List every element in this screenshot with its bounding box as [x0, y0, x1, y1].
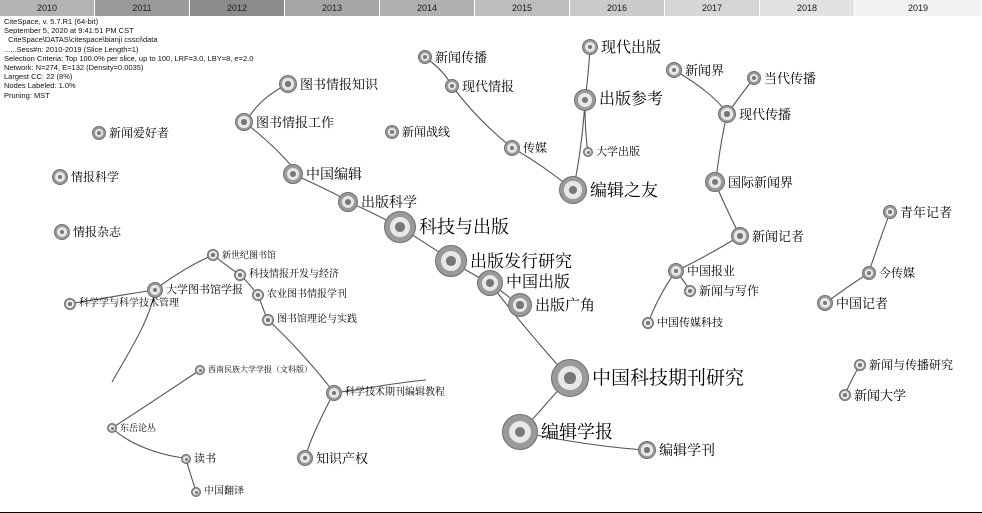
network-node-core [712, 179, 718, 185]
network-node-label: 新闻大学 [854, 387, 907, 403]
info-line-7: Nodes Labeled: 1.0% [4, 81, 76, 91]
network-node-label: 知识产权 [316, 450, 369, 466]
network-node-label: 中国出版 [506, 274, 571, 291]
network-node-label: 大学出版 [596, 145, 640, 158]
network-node-label: 农业图书情报学刊 [267, 289, 347, 300]
network-node-label: 图书情报知识 [300, 76, 379, 92]
timeline-cell-2012: 2012 [190, 0, 285, 16]
network-node-core [345, 199, 351, 205]
timeline-cell-2018: 2018 [760, 0, 855, 16]
network-node-core [395, 222, 405, 232]
network-node-core [737, 233, 742, 238]
timeline-cell-2014: 2014 [380, 0, 475, 16]
network-node-label: 西南民族大学学报（文科版） [208, 365, 312, 374]
network-node-core [688, 289, 692, 293]
network-node-core [241, 119, 246, 124]
info-line-6: Largest CC: 22 (8%) [4, 72, 73, 82]
network-node-core [644, 447, 649, 452]
timeline-cell-2011: 2011 [95, 0, 190, 16]
timeline-cell-2019: 2019 [855, 0, 982, 16]
network-node-label: 青年记者 [900, 204, 953, 220]
network-node-label: 中国报业 [687, 264, 736, 278]
network-node-label: 新闻爱好者 [109, 126, 170, 140]
network-node-core [516, 301, 523, 308]
network-node-label: 出版发行研究 [470, 251, 572, 271]
network-node-label: 中国编辑 [306, 166, 362, 182]
network-node-core [446, 256, 456, 266]
network-node-core [111, 427, 114, 430]
network-node-label: 科技情报开发与经济 [249, 269, 339, 280]
network-node-core [564, 372, 575, 383]
network-node-core [238, 273, 242, 277]
network-node-core [185, 458, 188, 461]
network-node-label: 科技与出版 [419, 217, 509, 237]
network-node-core [858, 363, 862, 367]
timeline-cell-2016: 2016 [570, 0, 665, 16]
network-node-label: 中国科技期刊研究 [592, 367, 745, 389]
network-node-core [486, 279, 494, 287]
network-node-label: 新闻与写作 [699, 284, 760, 298]
network-node-label: 中国传媒科技 [657, 316, 723, 329]
network-node-label: 现代出版 [601, 38, 662, 56]
network-node-label: 大学图书馆学报 [166, 283, 243, 296]
info-line-8: Pruning: MST [4, 90, 50, 100]
timeline-cell-2015: 2015 [475, 0, 570, 16]
info-line-0: CiteSpace, v. 5.7.R1 (64-bit) [4, 17, 99, 26]
network-node-label: 情报科学 [71, 170, 120, 184]
network-node-core [646, 321, 650, 325]
network-node-label: 新闻界 [685, 62, 725, 78]
network-node-label: 东岳论丛 [120, 422, 157, 433]
network-node-label: 出版科学 [361, 194, 417, 210]
info-line-4: Selection Criteria: Top 100.0% per slice, up to 100, LRF=3.0, LBY=8, e=2.0 [4, 53, 254, 63]
info-line-1: September 5, 2020 at 9:41:51 PM CST [4, 26, 134, 36]
timeline-cell-2010: 2010 [0, 0, 95, 16]
network-node-label: 图书情报工作 [256, 114, 335, 130]
info-line-2: CiteSpace\DATAS\citespace\bianji cssci\data [4, 35, 158, 45]
network-node-label: 读书 [194, 452, 216, 465]
network-node-label: 中国记者 [836, 295, 889, 311]
network-node-core [256, 293, 260, 297]
network-node-label: 传媒 [523, 141, 548, 155]
info-line-5: Network: N=274, E=132 (Density=0.0035) [4, 63, 144, 73]
network-node-label: 中国翻译 [204, 486, 244, 497]
network-node-label: 国际新闻界 [728, 174, 794, 190]
network-node-label: 今传媒 [879, 266, 916, 280]
network-node-core [843, 393, 847, 397]
network-node-label: 科学技术期刊编辑教程 [345, 387, 445, 398]
network-node-core [199, 369, 202, 372]
network-node-label: 新世纪图书馆 [222, 249, 277, 260]
network-node-core [290, 171, 296, 177]
network-node-label: 新闻战线 [402, 125, 451, 139]
network-node-core [68, 302, 72, 306]
network-node-label: 出版参考 [599, 91, 664, 108]
network-node-core [195, 491, 198, 494]
network-node-label: 新闻与传播研究 [869, 358, 954, 372]
network-node-core [266, 318, 270, 322]
network-node-label: 新闻传播 [435, 49, 488, 65]
network-node-core [285, 81, 290, 86]
network-node-label: 出版广角 [535, 296, 596, 314]
timeline-cell-2013: 2013 [285, 0, 380, 16]
network-node-label: 当代传播 [764, 70, 817, 86]
network-node-label: 编辑学刊 [659, 442, 715, 458]
network-node-label: 编辑之友 [590, 180, 658, 200]
network-node-label: 编辑学报 [541, 422, 613, 442]
network-node-core [211, 253, 215, 257]
timeline-cell-2017: 2017 [665, 0, 760, 16]
network-node-label: 科学学与科学技术管理 [79, 298, 179, 309]
network-node-label: 情报杂志 [73, 225, 122, 239]
network-node-label: 图书馆理论与实践 [277, 314, 357, 325]
network-node-label: 现代情报 [462, 78, 515, 94]
network-node-label: 新闻记者 [752, 228, 805, 244]
info-line-3: ......Sess#n: 2010-2019 (Slice Length=1) [4, 44, 139, 54]
network-node-core [587, 151, 590, 154]
network-node-core [724, 111, 729, 116]
network-node-label: 现代传播 [739, 106, 792, 122]
info-panel [4, 17, 253, 100]
